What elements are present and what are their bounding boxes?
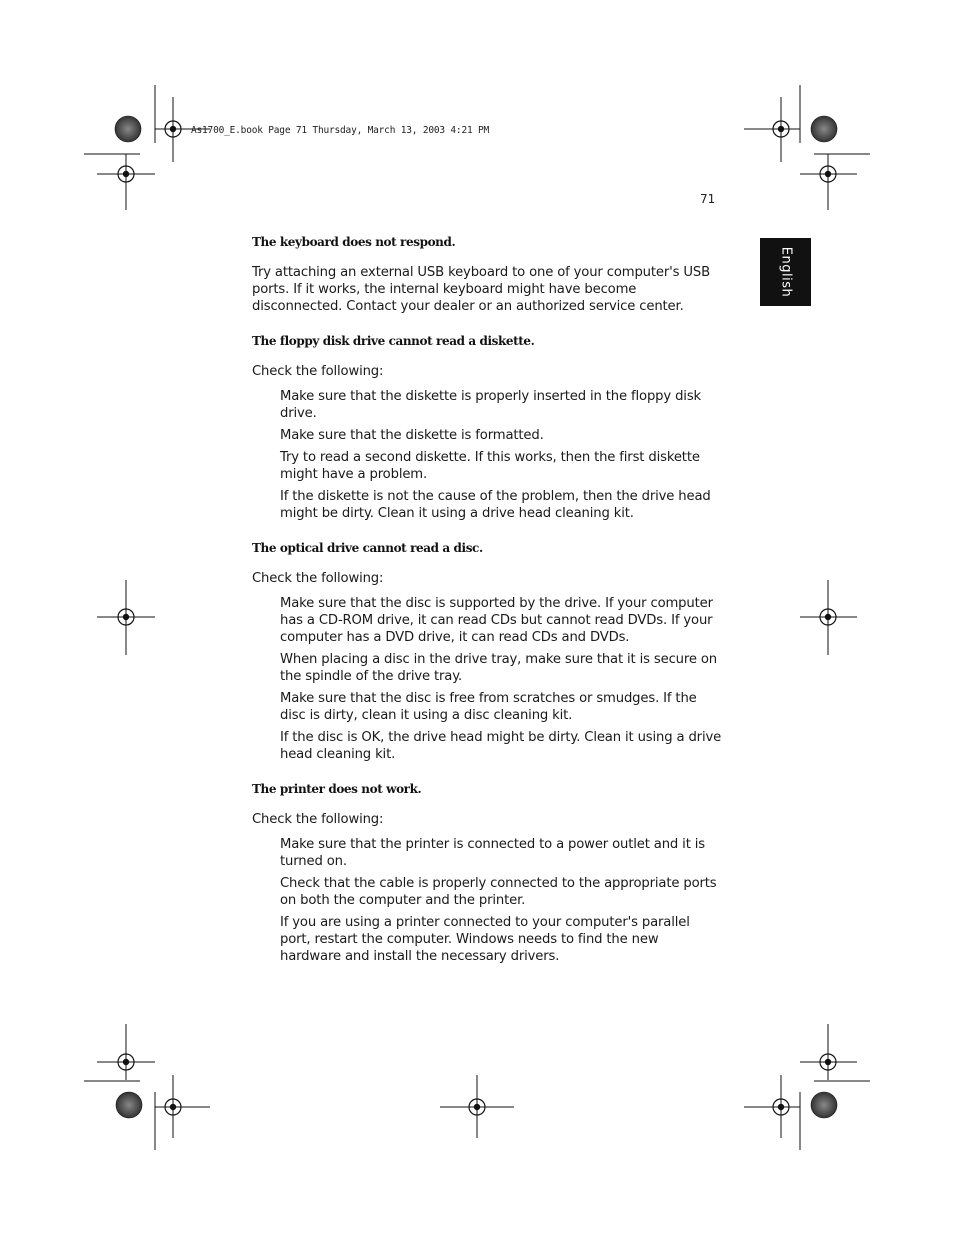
list-item: Make sure that the disc is free from scratches or smudges. If the disc is dirty, clean it using a disc cleaning kit. [280,691,697,723]
list-item: When placing a disc in the drive tray, make sure that it is secure on the spindle of the drive tray. [280,652,718,684]
list-item: Make sure that the diskette is formatted. [280,428,544,443]
check-intro: Check the following: [252,364,384,379]
list-item: Make sure that the printer is connected to a power outlet and it is turned on. [280,837,705,869]
list-item: If the diskette is not the cause of the problem, then the drive head might be dirty. Clean it using a drive head cleaning kit. [280,489,711,521]
main-content [252,235,722,970]
list-item: If the disc is OK, the drive head might be dirty. Clean it using a drive head cleaning kit. [280,730,722,762]
check-intro: Check the following: [252,571,384,586]
list-item: Check that the cable is properly connected to the appropriate ports on both the computer and the printer. [280,876,717,908]
section-heading: The keyboard does not respond. [252,235,456,249]
section-printer [252,782,722,965]
section-floppy [252,334,722,522]
list-item: Try to read a second diskette. If this works, then the first diskette might have a problem. [280,450,700,482]
language-tab-label: English [778,246,793,298]
section-heading: The optical drive cannot read a disc. [252,541,483,555]
list-item: If you are using a printer connected to your computer's parallel port, restart the computer. Windows needs to find the new hardware and install the necessary drivers. [280,915,690,964]
section-keyboard [252,235,722,315]
section-optical [252,541,722,763]
page-number: 71 [700,192,716,206]
check-intro: Check the following: [252,812,384,827]
check-list [252,836,722,965]
check-list [252,595,722,763]
list-item: Make sure that the diskette is properly inserted in the floppy disk drive. [280,389,702,421]
print-slug: As1700_E.book Page 71 Thursday, March 13, 2003 4:21 PM [191,125,490,136]
list-item: Make sure that the disc is supported by the drive. If your computer has a CD-ROM drive, it can read CDs but cannot read DVDs. If your computer has a DVD drive, it can read CDs and DVDs. [280,596,713,645]
section-heading: The printer does not work. [252,782,422,796]
section-paragraph: Try attaching an external USB keyboard to one of your computer's USB ports. If it works, the internal keyboard might have become disconnected. Contact your dealer or an authorized service center. [252,265,711,314]
check-list [252,388,722,522]
language-tab [760,238,811,306]
section-heading: The floppy disk drive cannot read a diskette. [252,334,535,348]
